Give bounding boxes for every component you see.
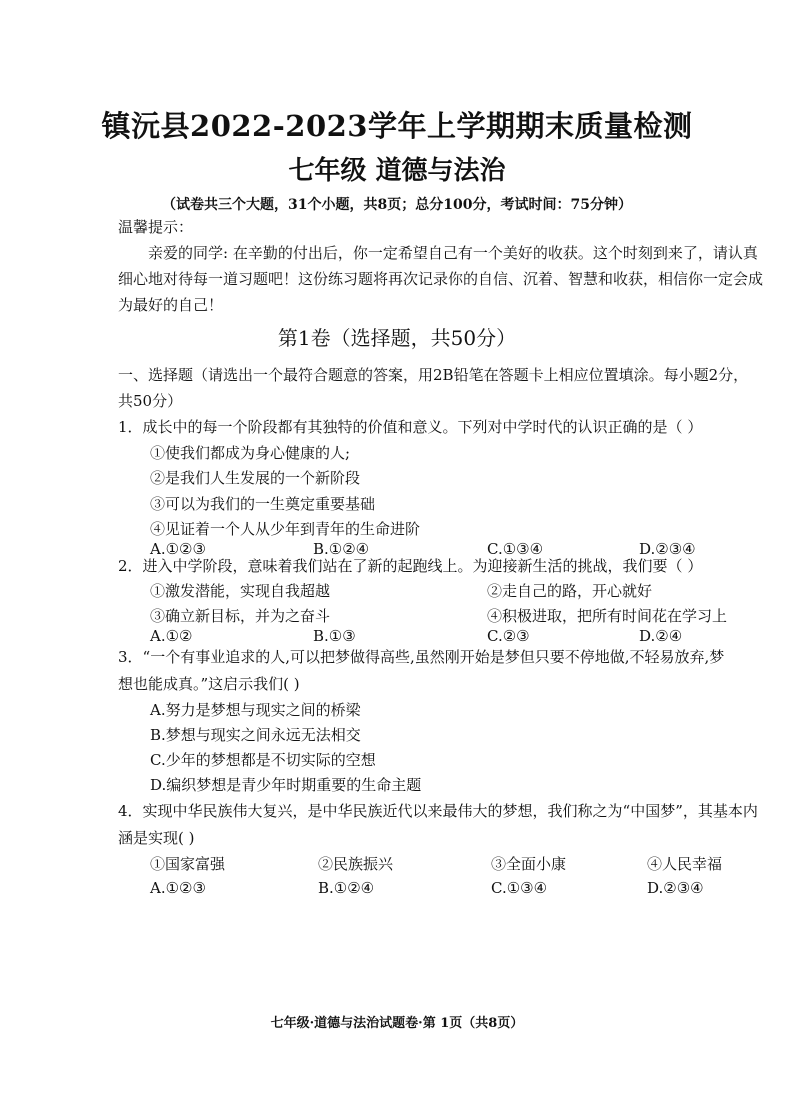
question-3-stem-line-2: 想也能成真。”这启示我们( ): [118, 675, 300, 693]
page-footer: 七年级·道德与法治试题卷·第 1页（共8页）: [270, 1016, 524, 1031]
question-1-option-c: C.①③④: [487, 540, 544, 558]
section-instruction-2: 共50分）: [118, 392, 183, 410]
question-3-option-b: B.梦想与现实之间永远无法相交: [150, 726, 361, 744]
question-4-option-b: B.①②④: [318, 879, 375, 897]
tip-label: 温馨提示：: [118, 218, 194, 236]
question-2-stem: 2．进入中学阶段，意味着我们站在了新的起跑线上。为迎接新生活的挑战，我们要（ ）: [118, 557, 703, 575]
question-1-option-d: D.②③④: [639, 540, 696, 558]
question-2-option-d: D.②④: [639, 627, 683, 645]
question-4-item-4: ④人民幸福: [647, 855, 723, 873]
question-1-option-b: B.①②④: [313, 540, 370, 558]
question-3-option-a: A.努力是梦想与现实之间的桥梁: [150, 701, 361, 719]
question-2-item-2: ②走自己的路，开心就好: [487, 582, 653, 600]
section-title: 第1卷（选择题，共50分）: [277, 326, 517, 350]
question-1-option-a: A.①②③: [150, 540, 206, 558]
tip-line-2: 细心地对待每一道习题吧！这份练习题将再次记录你的自信、沉着、智慧和收获，相信你一定会成: [118, 270, 764, 288]
question-3-stem-line-1: 3．“一个有事业追求的人,可以把梦做得高些,虽然刚开始是梦但只要不停地做,不轻易放弃,梦: [118, 648, 725, 666]
question-1-stem: 1．成长中的每一个阶段都有其独特的价值和意义。下列对中学时代的认识正确的是（ ）: [118, 418, 703, 436]
question-4-option-a: A.①②③: [150, 879, 206, 897]
exam-title: 镇沅县2022-2023学年上学期期末质量检测: [101, 109, 693, 143]
question-2-item-1: ①激发潜能，实现自我超越: [150, 582, 331, 600]
question-4-item-3: ③全面小康: [491, 855, 567, 873]
section-instruction-1: 一、选择题（请选出一个最符合题意的答案，用2B铅笔在答题卡上相应位置填涂。每小题2分，: [118, 366, 749, 384]
question-4-item-2: ②民族振兴: [318, 855, 394, 873]
question-1-item-4: ④见证着一个人从少年到青年的生命进阶: [150, 520, 421, 538]
question-1-item-1: ①使我们都成为身心健康的人;: [150, 444, 351, 462]
question-2-option-a: A.①②: [150, 627, 193, 645]
question-1-item-2: ②是我们人生发展的一个新阶段: [150, 469, 361, 487]
question-3-option-c: C.少年的梦想都是不切实际的空想: [150, 751, 376, 769]
question-2-item-4: ④积极进取，把所有时间花在学习上: [487, 607, 728, 625]
question-2-option-b: B.①③: [313, 627, 356, 645]
exam-note: （试卷共三个大题，31个小题，共8页；总分100分，考试时间：75分钟）: [162, 197, 632, 213]
question-4-option-c: C.①③④: [491, 879, 548, 897]
question-1-item-3: ③可以为我们的一生奠定重要基础: [150, 495, 376, 513]
tip-line-3: 为最好的自己！: [118, 296, 224, 314]
question-3-option-d: D.编织梦想是青少年时期重要的生命主题: [150, 776, 422, 794]
question-4-stem-line-1: 4．实现中华民族伟大复兴，是中华民族近代以来最伟大的梦想，我们称之为“中国梦”，其基本内: [118, 802, 758, 820]
question-4-option-d: D.②③④: [647, 879, 704, 897]
question-2-option-c: C.②③: [487, 627, 530, 645]
question-4-item-1: ①国家富强: [150, 855, 226, 873]
question-4-stem-line-2: 涵是实现( ): [118, 829, 195, 847]
exam-subtitle: 七年级 道德与法治: [288, 156, 506, 186]
tip-line-1: 亲爱的同学: 在辛勤的付出后，你一定希望自己有一个美好的收获。这个时刻到来了，请认真: [148, 244, 758, 262]
question-2-item-3: ③确立新目标，并为之奋斗: [150, 607, 331, 625]
